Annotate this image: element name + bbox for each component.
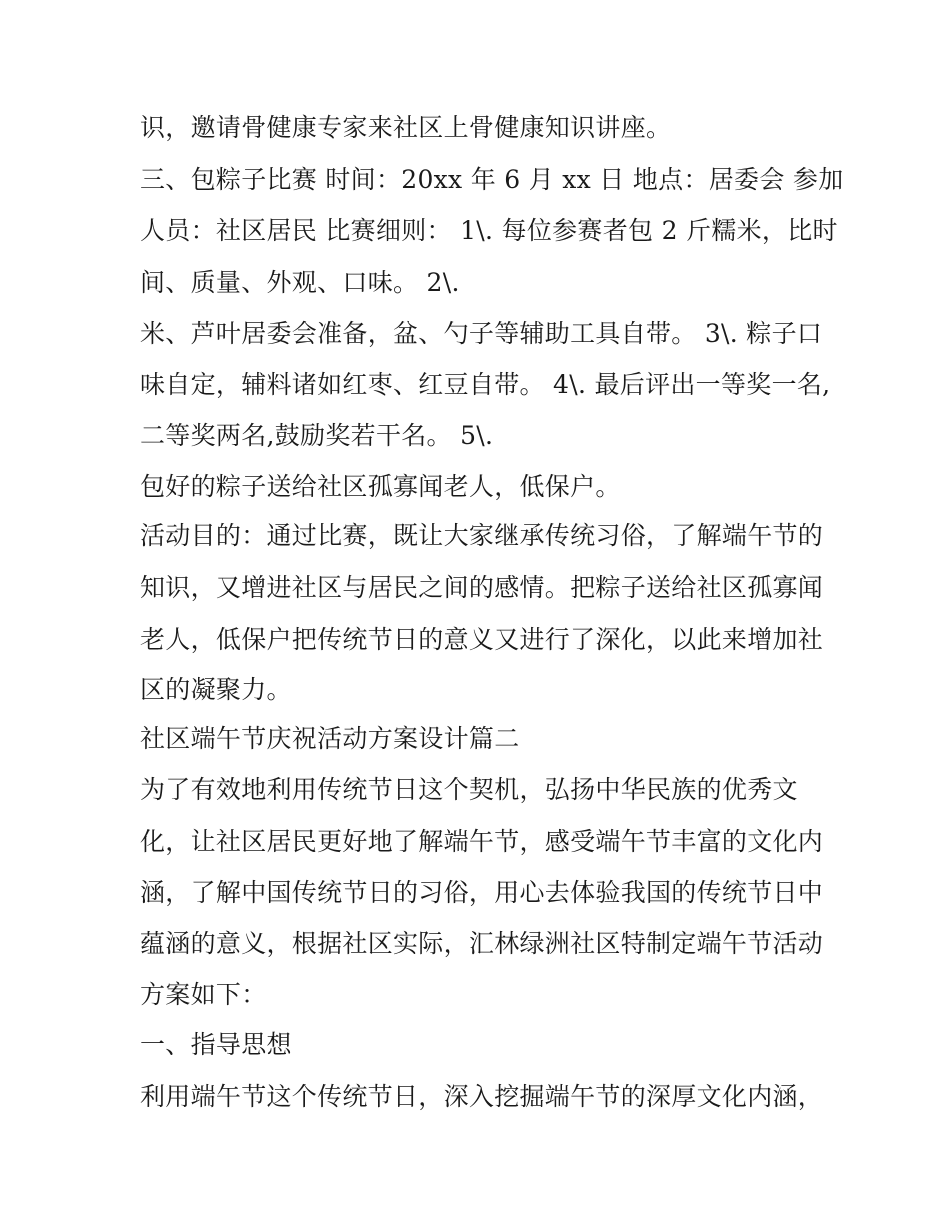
section-heading: 一、指导思想 — [140, 1030, 292, 1059]
text-line: 人员：社区居民 比赛细则： 1\. 每位参赛者包 2 斤糯米，比时 — [140, 216, 838, 245]
text-line: 为了有效地利用传统节日这个契机，弘扬中华民族的优秀文 — [140, 775, 798, 804]
text-line: 蕴涵的意义，根据社区实际，汇林绿洲社区特制定端午节活动 — [140, 929, 824, 958]
text-line: 包好的粽子送给社区孤寡闻老人，低保户。 — [140, 472, 621, 501]
text-line: 三、包粽子比赛 时间：20xx 年 6 月 xx 日 地点：居委会 参加 — [140, 165, 844, 194]
text-line: 老人，低保户把传统节日的意义又进行了深化，以此来增加社 — [140, 625, 824, 654]
text-line: 间、质量、外观、口味。 2\. — [140, 268, 460, 297]
text-line: 涵，了解中国传统节日的习俗，用心去体验我国的传统节日中 — [140, 878, 824, 907]
text-line: 米、芦叶居委会准备，盆、勺子等辅助工具自带。 3\. 粽子口 — [140, 319, 823, 348]
section-heading: 社区端午节庆祝活动方案设计篇二 — [140, 724, 520, 753]
text-line: 区的凝聚力。 — [140, 675, 292, 704]
text-line: 化，让社区居民更好地了解端午节，感受端午节丰富的文化内 — [140, 827, 824, 856]
text-line: 利用端午节这个传统节日，深入挖掘端午节的深厚文化内涵， — [140, 1082, 824, 1111]
text-line: 方案如下： — [140, 980, 267, 1009]
text-line: 活动目的：通过比赛，既让大家继承传统习俗，了解端午节的 — [140, 521, 824, 550]
text-line: 知识，又增进社区与居民之间的感情。把粽子送给社区孤寡闻 — [140, 573, 824, 602]
text-line: 识，邀请骨健康专家来社区上骨健康知识讲座。 — [140, 113, 672, 142]
text-line: 二等奖两名,鼓励奖若干名。 5\. — [140, 421, 494, 450]
text-line: 味自定，辅料诸如红枣、红豆自带。 4\. 最后评出一等奖一名, — [140, 370, 831, 399]
